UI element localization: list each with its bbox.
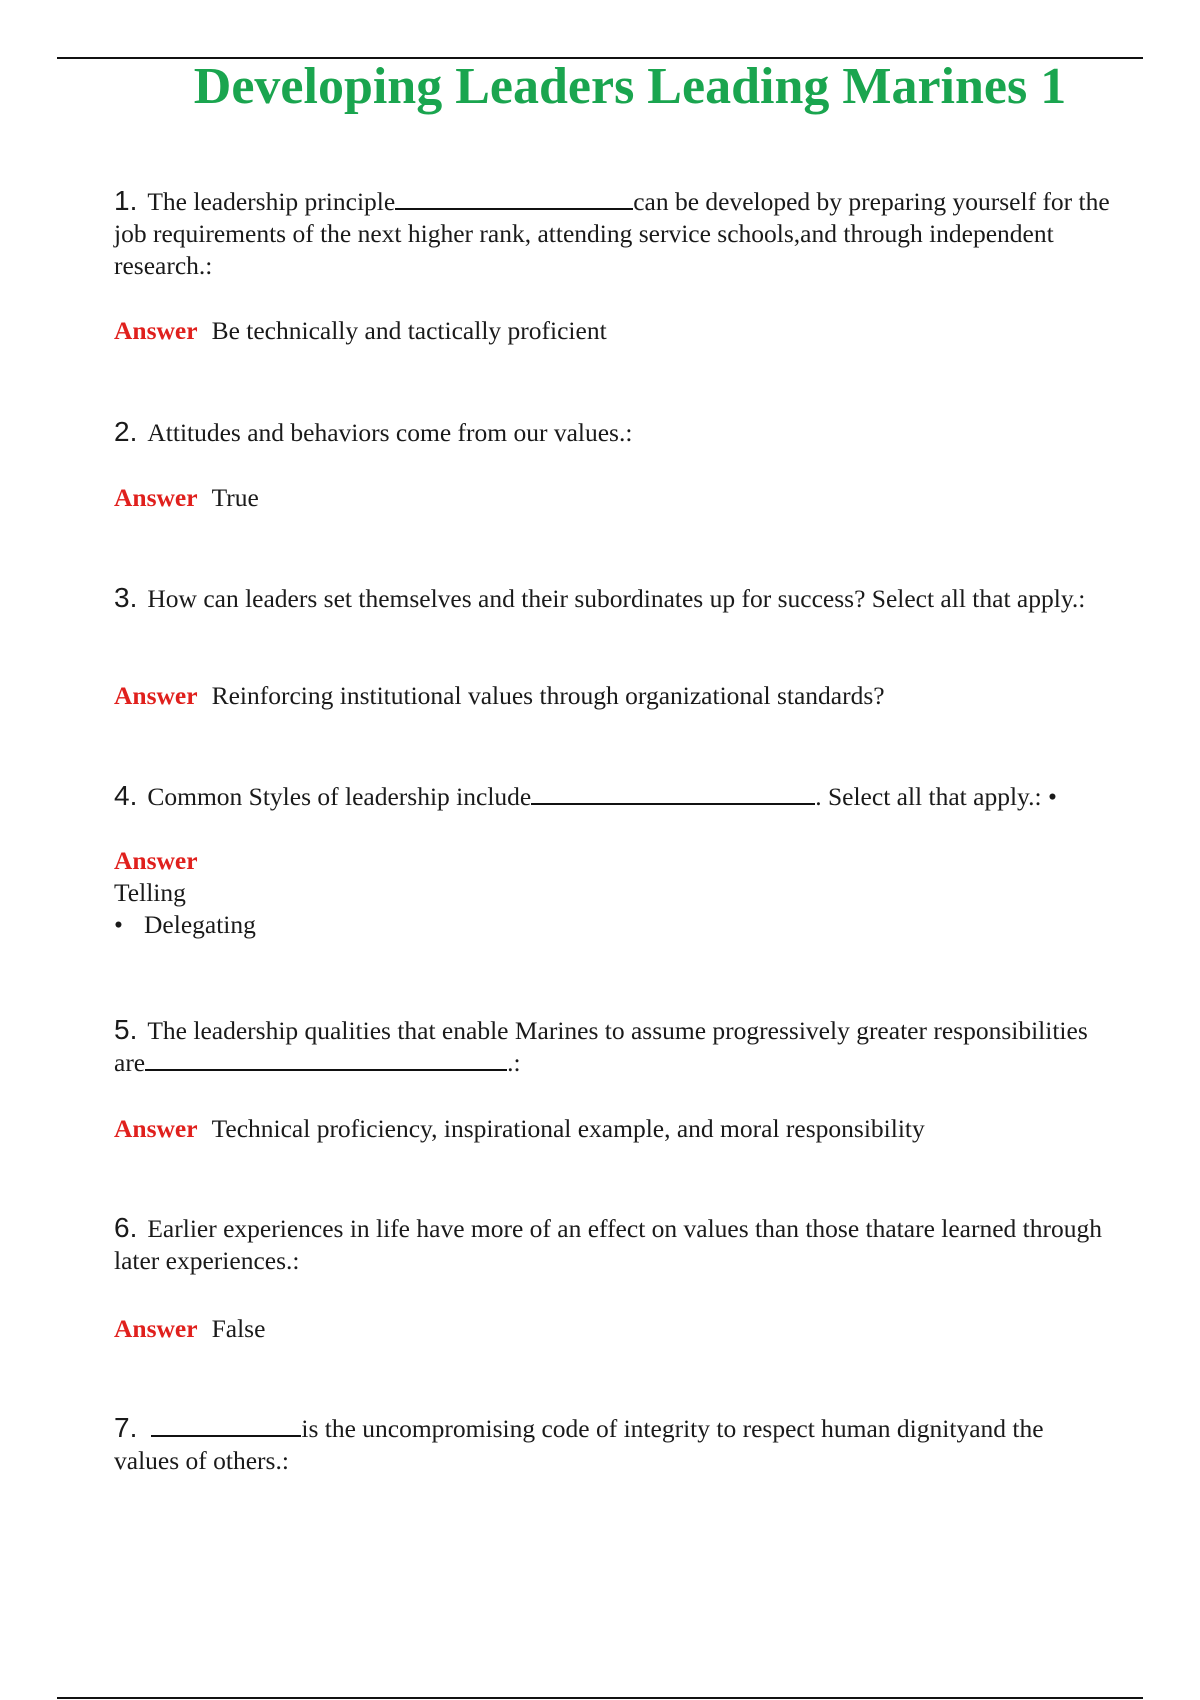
page-title: Developing Leaders Leading Marines 1: [193, 58, 1067, 115]
question-1: [114, 185, 1114, 282]
answer-label: Answer: [114, 846, 198, 875]
answer-label: Answer: [114, 316, 198, 345]
question-text: Earlier experiences in life have more of an effect on values than those thatare learned through later experiences.:: [114, 1214, 1103, 1275]
answer-label: Answer: [114, 1314, 198, 1343]
answer-2: [114, 482, 1114, 514]
question-text: Common Styles of leadership include: [147, 782, 532, 811]
answer-label: Answer: [114, 1114, 198, 1143]
answer-text: Technical proficiency, inspirational example, and moral responsibility: [211, 1114, 925, 1143]
question-number: 3.: [114, 582, 138, 613]
answer-blank: [531, 781, 815, 805]
answer-label: Answer: [114, 483, 198, 512]
question-6: [114, 1212, 1114, 1277]
question-number: 6.: [114, 1212, 138, 1243]
answer-text: Reinforcing institutional values through organizational standards?: [211, 681, 885, 710]
question-number: 5.: [114, 1014, 138, 1045]
answer-text: False: [211, 1314, 266, 1343]
answer-blank: [151, 1413, 301, 1437]
question-text: can be developed by preparing yourself for the job requirements of the next higher rank, attending service schools,and through independent research.:: [114, 187, 1110, 280]
answer-5: [114, 1113, 1114, 1145]
question-number: 2.: [114, 416, 138, 447]
answer-text: Telling: [114, 878, 186, 907]
answer-3: [114, 680, 1114, 712]
answer-list-item: [114, 909, 1114, 941]
question-3: [114, 582, 1114, 615]
answer-6: [114, 1313, 1114, 1345]
question-number: 1.: [114, 185, 138, 216]
answer-blank: [395, 186, 633, 210]
question-text: The leadership qualities that enable Marines to assume progressively greater responsibilities are: [114, 1016, 1088, 1077]
answer-blank: [145, 1047, 507, 1071]
answer-label: Answer: [114, 681, 198, 710]
question-5: [114, 1014, 1114, 1079]
answer-1: [114, 315, 1114, 347]
question-text: How can leaders set themselves and their subordinates up for success? Select all that apply.:: [147, 584, 1086, 613]
question-text: .:: [507, 1048, 521, 1077]
question-text: Attitudes and behaviors come from our values.:: [147, 418, 633, 447]
question-text: is the uncompromising code of integrity to respect human dignityand the values of others.:: [114, 1414, 1044, 1475]
answer-4: [114, 845, 1114, 941]
question-4: [114, 780, 1114, 813]
question-text: The leadership principle: [147, 187, 396, 216]
bottom-rule: [57, 1697, 1143, 1699]
question-text: . Select all that apply.: •: [815, 782, 1057, 811]
answer-text: Delegating: [144, 910, 256, 939]
answer-text: Be technically and tactically proficient: [211, 316, 607, 345]
question-2: [114, 416, 1114, 449]
bullet: •: [114, 910, 123, 939]
question-number: 4.: [114, 780, 138, 811]
question-7: [114, 1412, 1114, 1477]
answer-text: True: [211, 483, 259, 512]
question-number: 7.: [114, 1412, 138, 1443]
